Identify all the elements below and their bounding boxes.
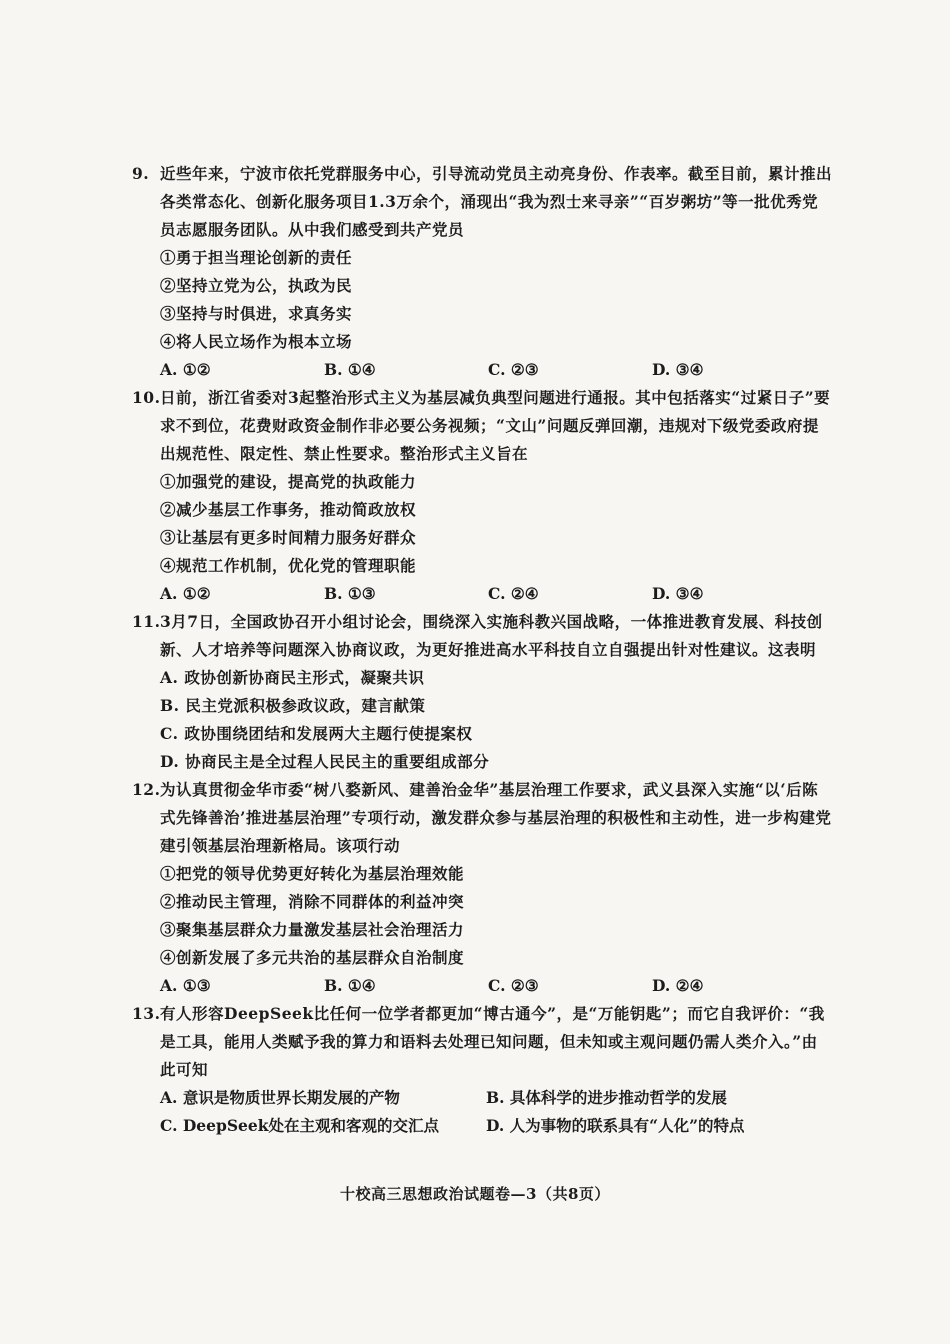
statement-option: ③让基层有更多时间精力服务好群众	[160, 528, 417, 547]
choice-a: A. 意识是物质世界长期发展的产物	[160, 1088, 400, 1107]
choice-a: A. ①③	[160, 976, 211, 995]
question-number: 12.	[132, 780, 161, 799]
statement-option: ①把党的领导优势更好转化为基层治理效能	[160, 864, 465, 883]
choice-c: C. 政协围绕团结和发展两大主题行使提案权	[160, 724, 473, 743]
choice-d: D. ③④	[652, 584, 704, 603]
question-stem	[132, 1000, 832, 1084]
page-footer: 十校高三思想政治试题卷—3（共8页）	[340, 1185, 610, 1203]
statement-option: ④规范工作机制，优化党的管理职能	[160, 556, 417, 575]
choice-c: C. ②③	[488, 976, 539, 995]
choice-a: A. ①②	[160, 584, 211, 603]
statement-option: ③聚集基层群众力量激发基层社会治理活力	[160, 920, 465, 939]
question-list	[132, 160, 832, 1140]
question-11	[132, 608, 832, 776]
choice-b: B. ①④	[324, 976, 376, 995]
question-text: 为认真贯彻金华市委“树八婺新风、建善治金华”基层治理工作要求，武义县深入实施“以‘后陈式先锋善治’推进基层治理”专项行动，激发群众参与基层治理的积极性和主动性，进一步构建党建引领基层治理新格局。该项行动	[160, 780, 832, 855]
choice-d: D. 人为事物的联系具有“人化”的特点	[486, 1116, 745, 1135]
question-12	[132, 776, 832, 1000]
question-13	[132, 1000, 832, 1140]
choice-d: D. 协商民主是全过程人民民主的重要组成部分	[160, 752, 490, 771]
question-number: 10.	[132, 388, 161, 407]
statement-option: ②坚持立党为公，执政为民	[160, 276, 353, 295]
statement-option: ④将人民立场作为根本立场	[160, 332, 353, 351]
question-stem	[132, 384, 832, 468]
statement-option: ②减少基层工作事务，推动简政放权	[160, 500, 417, 519]
question-stem	[132, 608, 832, 664]
answer-choices	[132, 1084, 832, 1140]
answer-choices	[132, 580, 832, 608]
question-stem	[132, 160, 832, 244]
choice-b: B. ①③	[324, 584, 376, 603]
statement-option: ①勇于担当理论创新的责任	[160, 248, 353, 267]
question-number: 13.	[132, 1004, 161, 1023]
statement-option: ①加强党的建设，提高党的执政能力	[160, 472, 417, 491]
choice-c: C. ②④	[488, 584, 539, 603]
question-number: 11.	[132, 612, 161, 631]
answer-choices	[132, 356, 832, 384]
question-10	[132, 384, 832, 608]
question-text: 日前，浙江省委对3起整治形式主义为基层减负典型问题进行通报。其中包括落实“过紧日子”要求不到位，花费财政资金制作非必要公务视频；“文山”问题反弹回潮，违规对下级党委政府提出规范性、限定性、禁止性要求。整治形式主义旨在	[160, 388, 831, 463]
choice-b: B. 具体科学的进步推动哲学的发展	[486, 1088, 727, 1107]
question-stem	[132, 776, 832, 860]
choice-d: D. ②④	[652, 976, 704, 995]
choice-b: B. ①④	[324, 360, 376, 379]
choice-a: A. 政协创新协商民主形式，凝聚共识	[160, 668, 425, 687]
choice-a: A. ①②	[160, 360, 211, 379]
question-text: 有人形容DeepSeek比任何一位学者都更加“博古通今”，是“万能钥匙”；而它自我评价：“我是工具，能用人类赋予我的算力和语料去处理已知问题，但未知或主观问题仍需人类介入。”由此可知	[160, 1004, 825, 1079]
choice-b: B. 民主党派积极参政议政，建言献策	[160, 696, 426, 715]
question-text: 3月7日，全国政协召开小组讨论会，围绕深入实施科教兴国战略，一体推进教育发展、科技创新、人才培养等问题深入协商议政，为更好推进高水平科技自立自强提出针对性建议。这表明	[160, 612, 823, 659]
question-text: 近些年来，宁波市依托党群服务中心，引导流动党员主动亮身份、作表率。截至目前，累计推出各类常态化、创新化服务项目1.3万余个，涌现出“我为烈士来寻亲”“百岁粥坊”等一批优秀党员志愿服务团队。从中我们感受到共产党员	[160, 164, 833, 239]
answer-choices	[132, 972, 832, 1000]
choice-c: C. DeepSeek处在主观和客观的交汇点	[160, 1116, 440, 1135]
choice-d: D. ③④	[652, 360, 704, 379]
question-9	[132, 160, 832, 384]
statement-option: ④创新发展了多元共治的基层群众自治制度	[160, 948, 465, 967]
statement-option: ②推动民主管理，消除不同群体的利益冲突	[160, 892, 465, 911]
statement-option: ③坚持与时俱进，求真务实	[160, 304, 353, 323]
choice-c: C. ②③	[488, 360, 539, 379]
question-number: 9.	[132, 164, 150, 183]
